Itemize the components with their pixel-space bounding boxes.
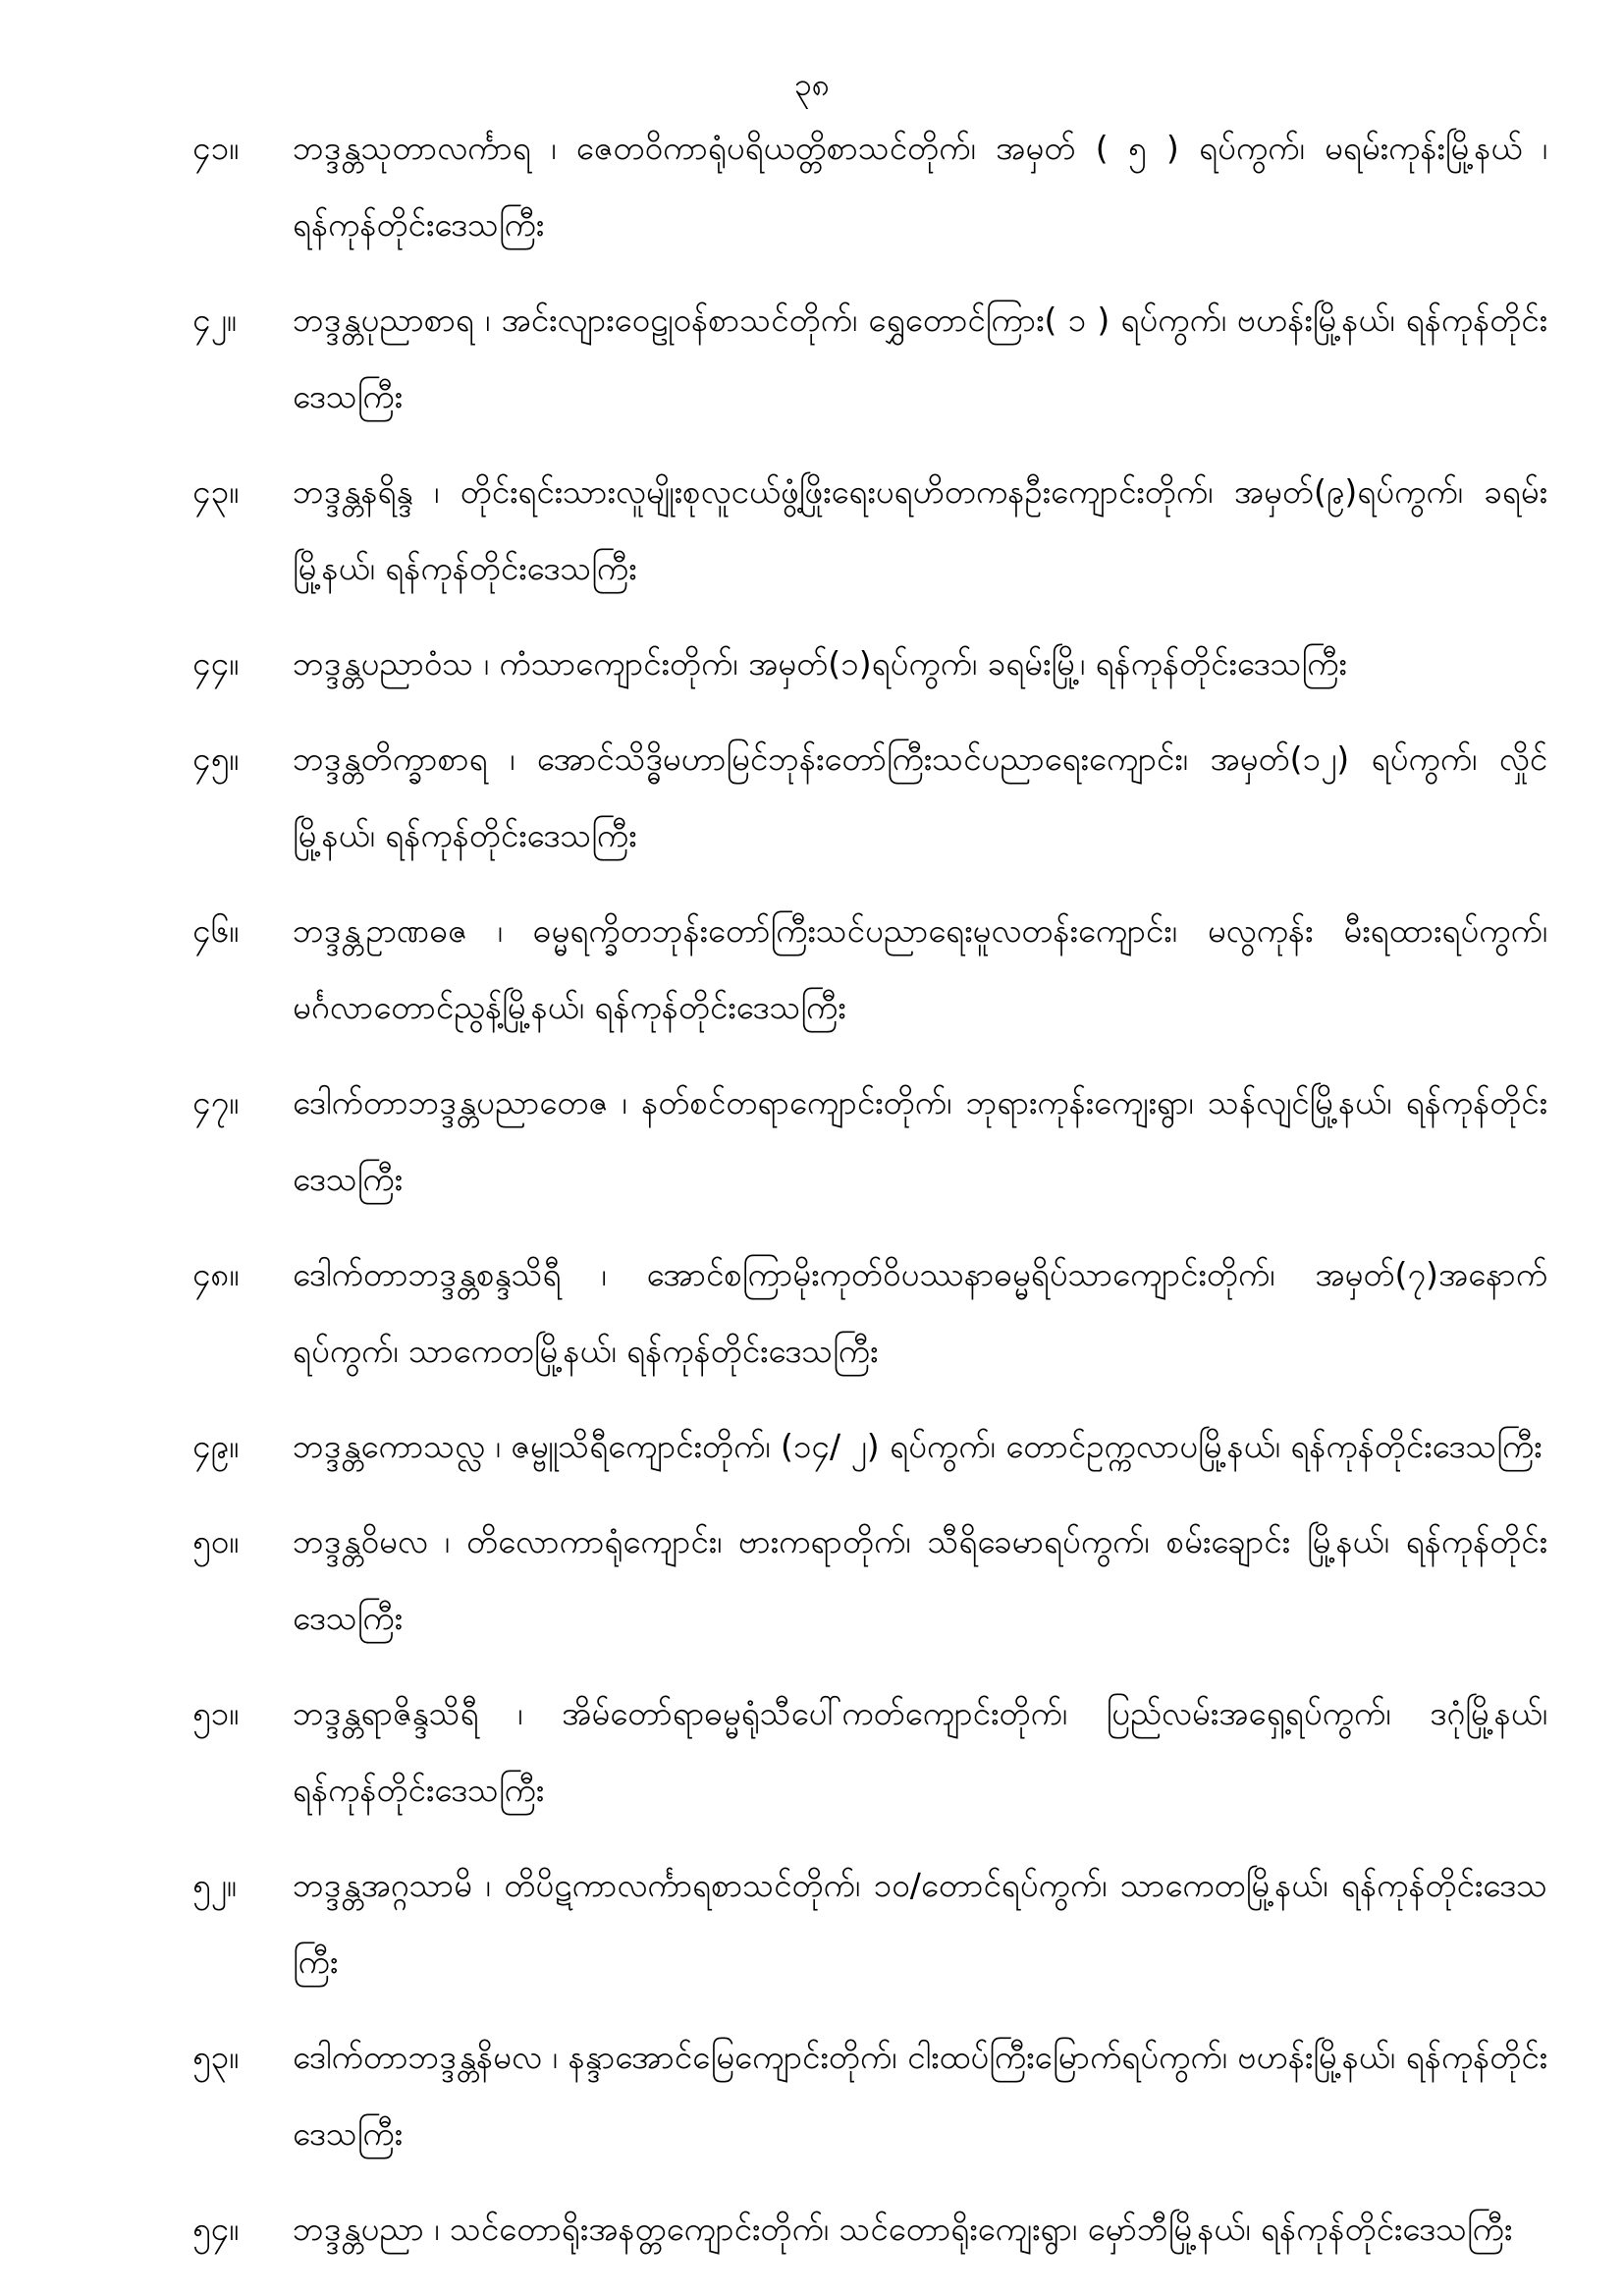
entry-number: ၄၂။	[192, 301, 237, 339]
list-item	[0, 721, 1624, 874]
entry-number: ၅၂။	[192, 1866, 237, 1904]
list-item	[0, 2019, 1624, 2172]
entry-number: ၄၅။	[192, 739, 240, 778]
entry-text: ဘဒ္ဒန္တပညာ ၊ သင်တောရိုးအနတ္တကျောင်းတိုက်၊ သင်တောရိုးကျေးရွာ၊ မှော်ဘီမြို့နယ်၊ ရန်ကုန်တိုင်းဒေသကြီး	[293, 2210, 1513, 2248]
list-item	[0, 626, 1624, 702]
entry-text: ဘဒ္ဒန္တပညာဝံသ ၊ ကံသာကျောင်းတိုက်၊ အမှတ်(၁)ရပ်ကွက်၊ ခရမ်းမြို့၊ ရန်ကုန်တိုင်းဒေသကြီး	[293, 644, 1347, 683]
entry-number: ၅၃။	[192, 2038, 240, 2076]
list-item	[0, 110, 1624, 263]
entry-text: ဘဒ္ဒန္တဝိမလ ၊ တိလောကာရုံကျောင်း၊ ဗားကရာတိုက်၊ သီရိခေမာရပ်ကွက်၊ စမ်းချောင်း မြို့နယ်၊ ရန်ကုန်တိုင်းဒေသကြီး	[293, 1522, 1547, 1637]
entry-number: ၄၈။	[192, 1255, 240, 1293]
list-item	[0, 454, 1624, 607]
list-item	[0, 1675, 1624, 1829]
entry-text: ဒေါက်တာဘဒ္ဒန္တနိမလ ၊ နန္ဒာအောင်မြေကျောင်းတိုက်၊ ငါးထပ်ကြီးမြောက်ရပ်ကွက်၊ ဗဟန်းမြို့နယ်၊ ရန်ကုန်တိုင်းဒေသကြီး	[293, 2038, 1547, 2153]
list-item	[0, 1236, 1624, 1390]
list-item	[0, 2191, 1624, 2268]
entry-text: ဘဒ္ဒန္တရာဇိန္ဒသိရီ ၊ အိမ်တော်ရာဓမ္မရုံသီပေါ်ကတ်ကျောင်းတိုက်၊ ပြည်လမ်းအရှေ့ရပ်ကွက်၊ ဒဂုံမြို့နယ်၊ ရန်ကုန်တိုင်းဒေသကြီး	[293, 1694, 1547, 1809]
entry-text: ဘဒ္ဒန္တတိက္ခာစာရ ၊ အောင်သိဒ္ဓိမဟာမြင်ဘုန်းတော်ကြီးသင်ပညာရေးကျောင်း၊ အမှတ်(၁၂) ရပ်ကွက်၊ လှိုင်မြို့နယ်၊ ရန်ကုန်တိုင်းဒေသကြီး	[293, 739, 1547, 854]
entry-text: ဘဒ္ဒန္တဥာဏဓဇ ၊ ဓမ္မရက္ခိတဘုန်းတော်ကြီးသင်ပညာရေးမူလတန်းကျောင်း၊ မလွကုန်း မီးရထားရပ်ကွက်၊ မင်္ဂလာတောင်ညွန့်မြို့နယ်၊ ရန်ကုန်တိုင်းဒေသကြီး	[293, 911, 1547, 1026]
list-item	[0, 893, 1624, 1046]
entry-number: ၄၆။	[192, 911, 240, 950]
entry-text: ဒေါက်တာဘဒ္ဒန္တပညာတေဇ ၊ နတ်စင်တရာကျောင်းတိုက်၊ ဘုရားကုန်းကျေးရွာ၊ သန်လျင်မြို့နယ်၊ ရန်ကုန်တိုင်းဒေသကြီး	[293, 1083, 1547, 1198]
entry-text: ဘဒ္ဒန္တသုတာလင်္ကာရ ၊ ဇေတဝိကာရုံပရိယတ္တိစာသင်တိုက်၊ အမှတ် ( ၅ ) ရပ်ကွက်၊ မရမ်းကုန်းမြို့နယ် ၊ ရန်ကုန်တိုင်းဒေသကြီး	[293, 129, 1547, 244]
list-item	[0, 1847, 1624, 2000]
list-item	[0, 1503, 1624, 1657]
list-item	[0, 282, 1624, 435]
entry-number: ၄၉။	[192, 1427, 240, 1465]
entry-number: ၄၇။	[192, 1083, 240, 1121]
entry-number: ၄၁။	[192, 129, 240, 167]
entry-number: ၄၄။	[192, 644, 240, 683]
entry-number: ၅၁။	[192, 1694, 240, 1732]
entry-number: ၄၃။	[192, 472, 240, 511]
entry-text: ဘဒ္ဒန္တကောသလ္လ ၊ ဇမ္ဗူသိရီကျောင်းတိုက်၊ (၁၄/ ၂) ရပ်ကွက်၊ တောင်ဥက္ကလာပမြို့နယ်၊ ရန်ကုန်တိုင်းဒေသကြီး	[293, 1427, 1543, 1465]
page-number: ၃၈	[793, 66, 831, 103]
monk-list	[0, 110, 1624, 2286]
list-item	[0, 1065, 1624, 1218]
entry-text: ဒေါက်တာဘဒ္ဒန္တစန္ဒသိရီ ၊ အောင်စကြာမိုးကုတ်ဝိပဿနာဓမ္မရိပ်သာကျောင်းတိုက်၊ အမှတ်(၇)အနောက်ရပ်ကွက်၊ သာကေတမြို့နယ်၊ ရန်ကုန်တိုင်းဒေသကြီး	[293, 1255, 1547, 1370]
entry-text: ဘဒ္ဒန္တပုညာစာရ ၊ အင်းလျားဝေဠုဝန်စာသင်တိုက်၊ ရွှေတောင်ကြား( ၁ ) ရပ်ကွက်၊ ဗဟန်းမြို့နယ်၊ ရန်ကုန်တိုင်းဒေသကြီး	[293, 301, 1547, 415]
list-item	[0, 1408, 1624, 1485]
entry-number: ၅၀။	[192, 1522, 240, 1560]
entry-number: ၅၄။	[192, 2210, 240, 2248]
entry-text: ဘဒ္ဒန္တအဂ္ဂသာမိ ၊ တိပိဋကာလင်္ကာရစာသင်တိုက်၊ ၁၀/တောင်ရပ်ကွက်၊ သာကေတမြို့နယ်၊ ရန်ကုန်တိုင်းဒေသကြီး	[293, 1866, 1547, 1981]
entry-text: ဘဒ္ဒန္တနရိန္ဒ ၊ တိုင်းရင်းသားလူမျိုးစုလူငယ်ဖွံ့ဖြိုးရေးပရဟိတကနဦးကျောင်းတိုက်၊ အမှတ်(၉)ရပ်ကွက်၊ ခရမ်းမြို့နယ်၊ ရန်ကုန်တိုင်းဒေသကြီး	[293, 472, 1547, 587]
